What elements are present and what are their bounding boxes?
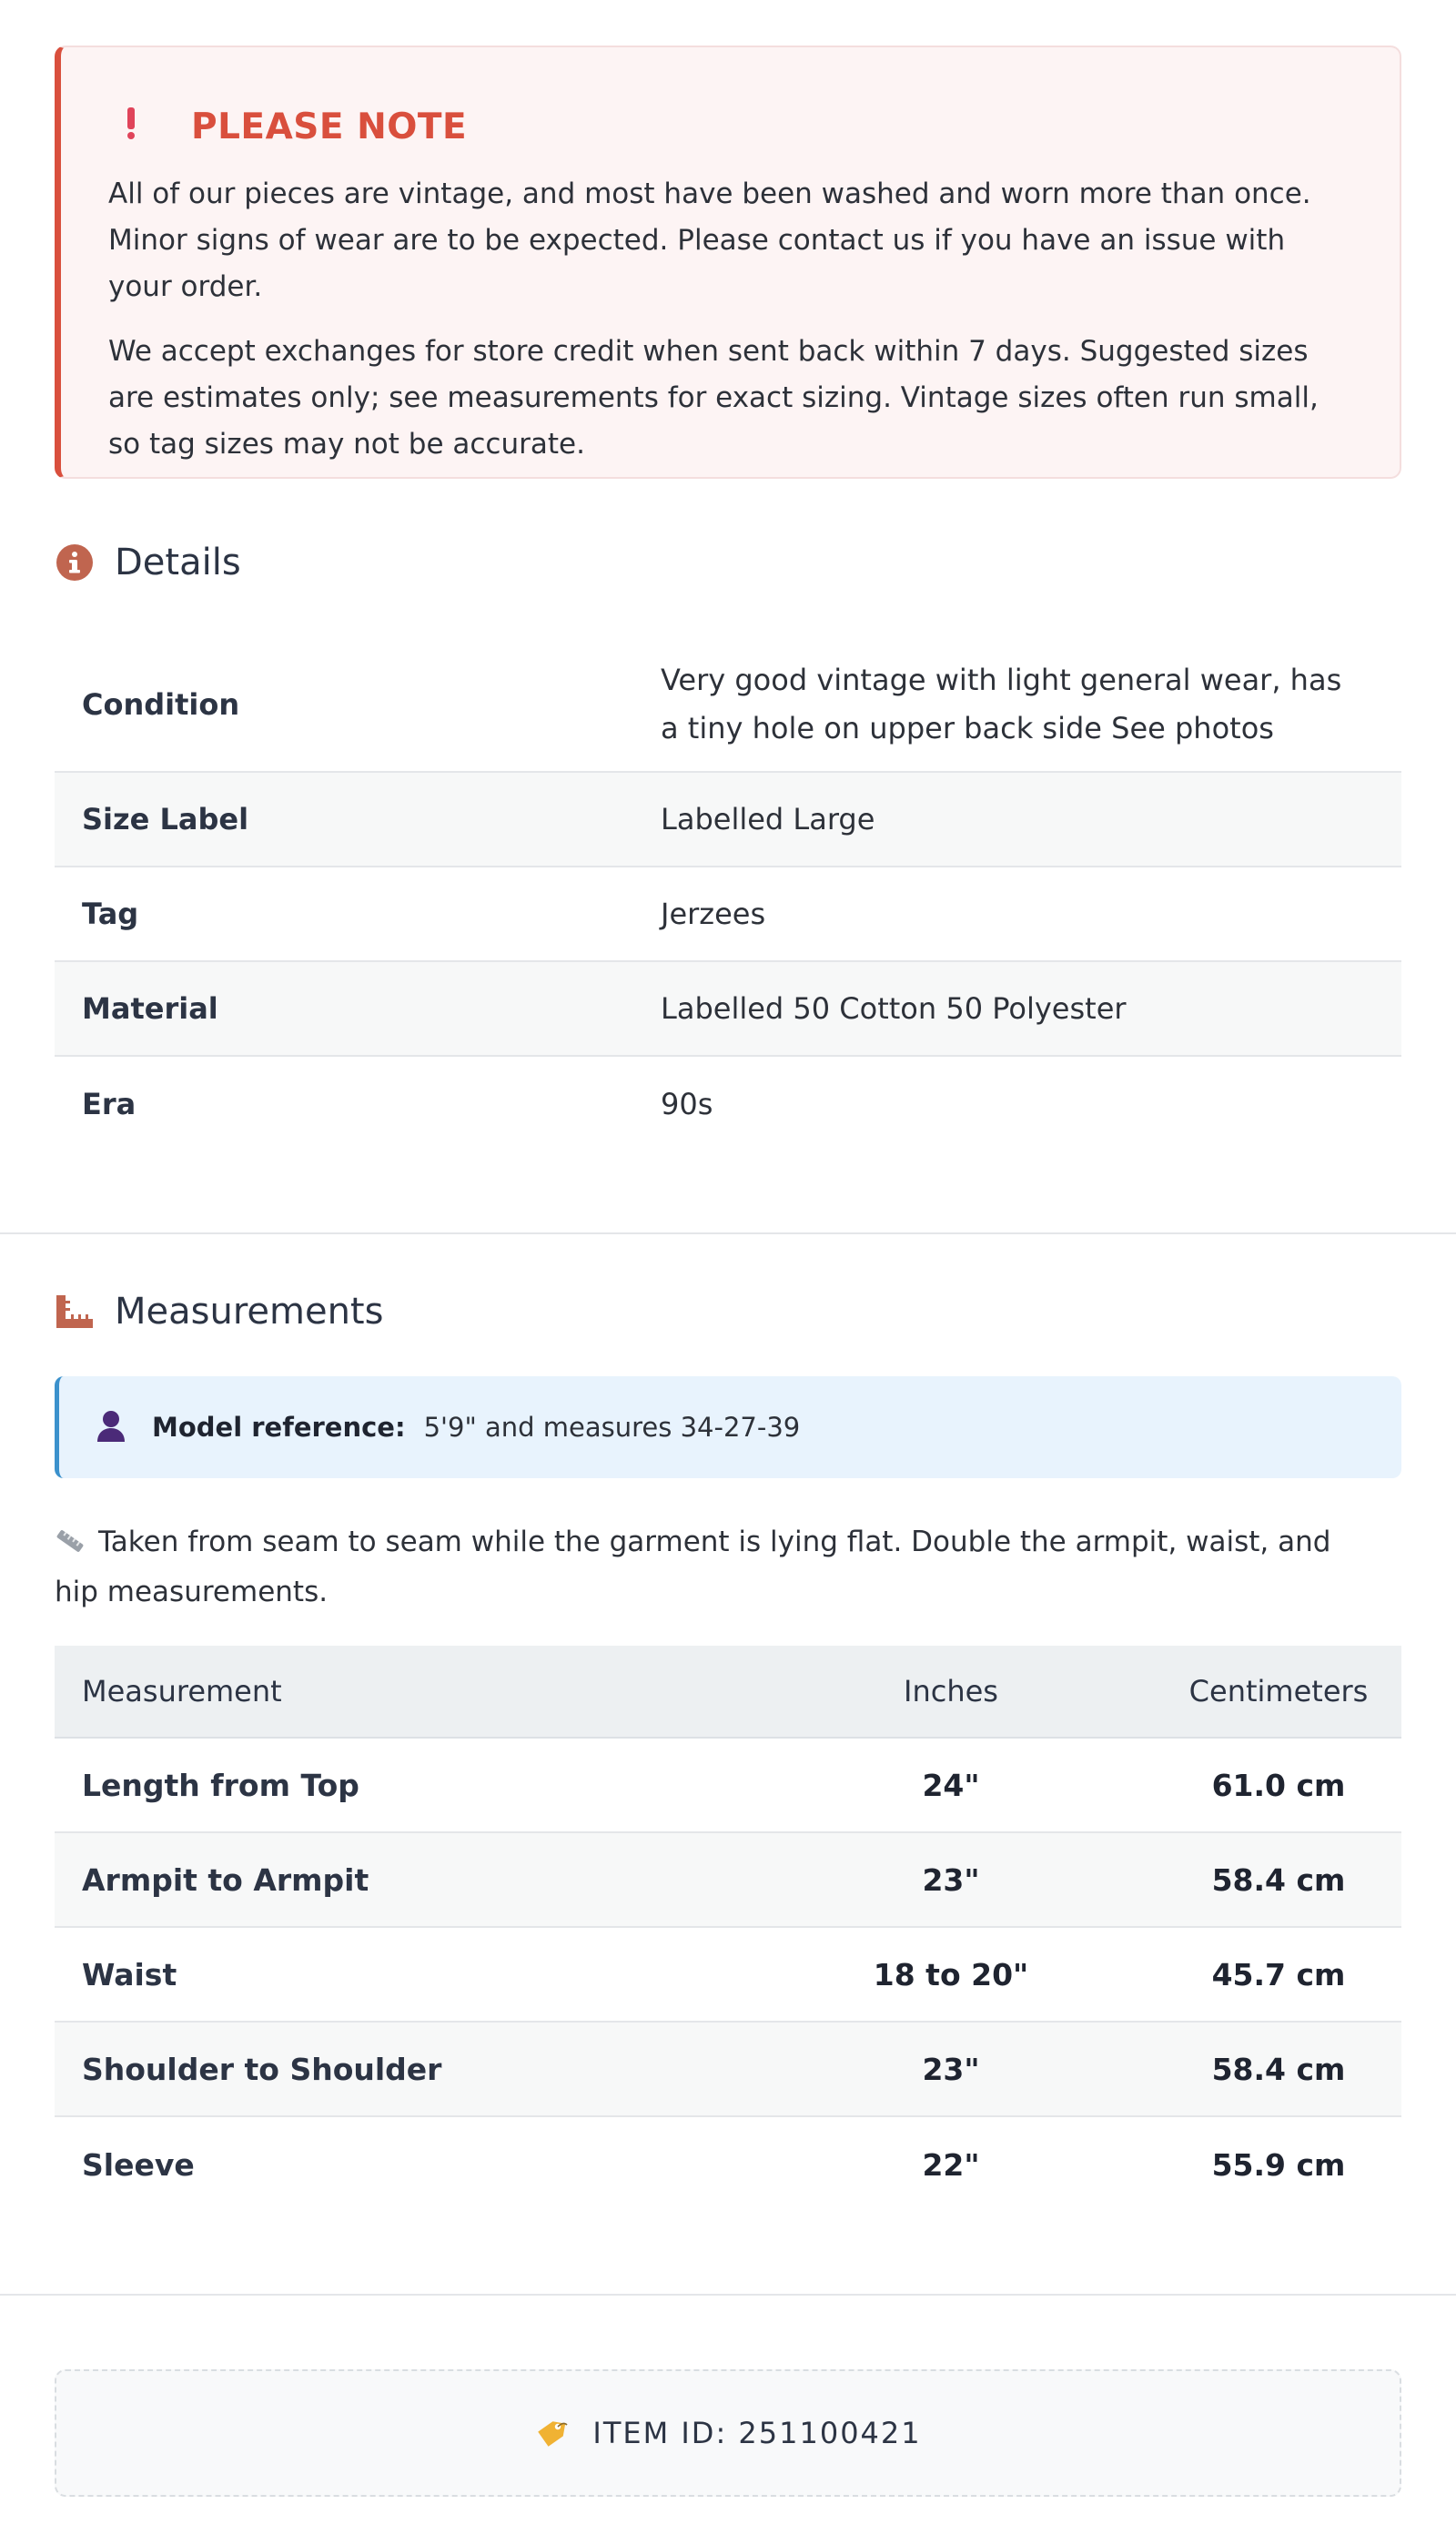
details-value: Jerzees xyxy=(661,896,766,931)
header-centimeters: Centimeters xyxy=(1188,1674,1369,1708)
measurement-name: Length from Top xyxy=(82,1767,359,1803)
details-heading xyxy=(55,542,241,583)
please-note-box xyxy=(55,46,1401,479)
measurement-cm: 45.7 cm xyxy=(1211,1956,1346,1992)
info-circle-icon xyxy=(55,542,95,583)
header-inches: Inches xyxy=(904,1674,998,1708)
details-value: Labelled 50 Cotton 50 Polyester xyxy=(661,990,1127,1026)
measurement-name: Shoulder to Shoulder xyxy=(82,2051,442,2087)
model-reference-label: Model reference: xyxy=(152,1412,406,1443)
measurement-name: Waist xyxy=(82,1956,177,1992)
measurement-inches: 24" xyxy=(922,1767,980,1803)
measurements-title: Measurements xyxy=(115,1291,384,1333)
details-row-era xyxy=(55,1057,1401,1151)
details-value: Very good vintage with light general wear, has a tiny hole on upper back side See photos xyxy=(661,662,1342,745)
please-note-paragraph-1: All of our pieces are vintage, and most have been washed and worn more than once. Minor signs of wear are to be expected. Please contact us if you have an issue with your order. xyxy=(108,177,1311,303)
header-measurement: Measurement xyxy=(82,1674,282,1708)
measurement-cm: 58.4 cm xyxy=(1211,1861,1346,1898)
model-reference-box xyxy=(55,1376,1401,1478)
details-row-material xyxy=(55,962,1401,1057)
table-row xyxy=(55,1833,1401,1928)
details-label: Size Label xyxy=(82,802,249,837)
measurement-note-text: Taken from seam to seam while the garment is lying flat. Double the armpit, waist, and hip measurements. xyxy=(55,1526,1331,1608)
details-label: Material xyxy=(82,991,218,1026)
details-value: 90s xyxy=(661,1086,713,1121)
measurement-inches: 18 to 20" xyxy=(873,1956,1029,1992)
ruler-icon xyxy=(55,1292,95,1332)
table-row xyxy=(55,2117,1401,2212)
details-label: Condition xyxy=(82,686,240,722)
details-title: Details xyxy=(115,542,241,583)
tag-icon xyxy=(534,2418,569,2449)
exclamation-icon xyxy=(125,106,159,148)
measurement-inches: 22" xyxy=(922,2146,980,2183)
table-row xyxy=(55,1739,1401,1833)
section-divider xyxy=(0,2294,1456,2296)
model-reference-value: 5'9" and measures 34-27-39 xyxy=(423,1412,801,1443)
measurement-cm: 61.0 cm xyxy=(1211,1767,1346,1803)
please-note-title: PLEASE NOTE xyxy=(191,106,468,147)
measurement-cm: 58.4 cm xyxy=(1211,2051,1346,2087)
measurement-cm: 55.9 cm xyxy=(1211,2146,1346,2183)
please-note-header xyxy=(108,104,1352,149)
measurements-table xyxy=(55,1646,1401,2212)
details-label: Tag xyxy=(82,897,139,931)
measurement-name: Armpit to Armpit xyxy=(82,1861,369,1898)
details-label: Era xyxy=(82,1087,136,1121)
section-divider xyxy=(0,1232,1456,1234)
item-id-box xyxy=(55,2369,1401,2497)
measurement-inches: 23" xyxy=(922,2051,980,2087)
measurement-name: Sleeve xyxy=(82,2146,195,2183)
item-id-text: ITEM ID: 251100421 xyxy=(592,2416,922,2450)
details-value: Labelled Large xyxy=(661,801,875,837)
details-row-tag xyxy=(55,867,1401,962)
measurements-heading xyxy=(55,1291,383,1333)
details-table xyxy=(55,637,1401,1151)
details-row-condition xyxy=(55,637,1401,773)
measurement-note xyxy=(55,1519,1347,1616)
table-header-row xyxy=(55,1646,1401,1739)
person-icon xyxy=(96,1409,126,1445)
table-row xyxy=(55,1928,1401,2023)
please-note-paragraph-2: We accept exchanges for store credit when sent back within 7 days. Suggested sizes are estimates only; see measurements for exact sizing. Vintage sizes often run small, so tag sizes may not be accurate. xyxy=(108,335,1319,461)
details-row-size-label xyxy=(55,773,1401,867)
pencil-ruler-icon xyxy=(55,1523,86,1569)
measurement-inches: 23" xyxy=(922,1861,980,1898)
table-row xyxy=(55,2023,1401,2117)
